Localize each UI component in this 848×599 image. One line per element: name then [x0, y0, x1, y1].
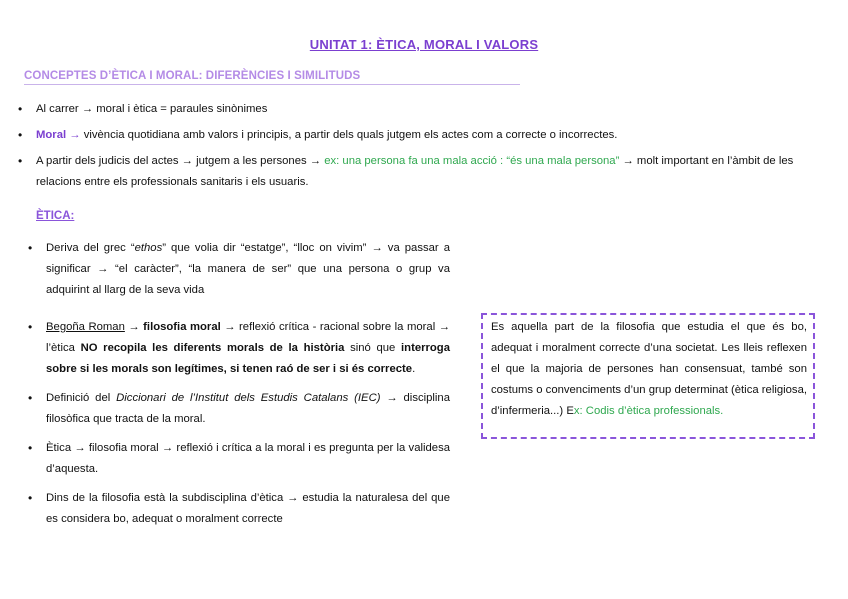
interroga-bold: interroga sobre si les morals son legítimes, si tenen raó de ser i si és correcte — [46, 342, 450, 375]
list-item — [28, 317, 450, 380]
list-item — [18, 151, 833, 193]
ethos-word: ethos — [134, 242, 163, 254]
arrow-text: → — [124, 321, 144, 333]
list-item — [28, 388, 450, 430]
etica-list — [28, 238, 450, 530]
definition-text: Es aquella part de la filosofia que estudia el que és bo, adequat i moralment correcte d’una societat. Les lleis reflexen el que la majoria de persones han consensuat, també son costums o convenciments d’un grup determinat (ètica religiosa, d’infermeria...) E — [491, 321, 807, 417]
etica-item-3-text: Definició del — [46, 392, 117, 404]
example-text: ex: una persona fa una mala acció : “és una mala persona” — [324, 155, 620, 167]
list-item — [28, 238, 450, 301]
etica-item-5-text: Dins de la filosofia està la subdisciplina d’ètica → estudia la naturalesa del que es considera bo, adequat o moralment correcte — [46, 492, 450, 525]
etica-item-1-text-b: ” que volia dir “estatge”, “lloc on vivim” → va passar a significar → “el caràcter”, “la manera de ser” que una persona o grup va adquirint al llarg de la seva vida — [46, 242, 450, 296]
no-recopila-bold: NO recopila les diferents morals de la història — [80, 342, 345, 354]
iec-title: Diccionari de l’Institut dels Estudis Catalans (IEC) — [116, 392, 381, 404]
intro-list — [18, 99, 833, 193]
list-item — [28, 438, 450, 480]
list-item — [18, 99, 833, 120]
moral-label: Moral → — [36, 129, 81, 141]
etica-item-4-text: Ètica → filosofia moral → reflexió i crítica a la moral i es pregunta per la validesa d’aquesta. — [46, 442, 450, 475]
judgement-text-b: → molt important en l’àmbit de les relacions entre els professionals sanitaris i els usuaris. — [36, 155, 794, 188]
definition-box — [481, 313, 815, 439]
etica-item-1-text: Deriva del grec “ — [46, 242, 135, 254]
author-name: Begoña Roman — [46, 321, 125, 333]
etica-item-2-text: → reflexió crítica - racional sobre la moral → l’ètica — [46, 321, 450, 354]
section-subtitle: CONCEPTES D’ÈTICA I MORAL: DIFERÈNCIES I SIMILITUDS — [24, 70, 520, 85]
intro-bullet-1: Al carrer → moral i ètica = paraules sinònimes — [36, 103, 268, 115]
etica-item-3-text-b: → disciplina filosòfica que tracta de la moral. — [46, 392, 450, 425]
moral-text: vivència quotidiana amb valors i principis, a partir dels quals jutgem els actes com a correcte o incorrectes. — [80, 129, 618, 141]
list-item — [18, 125, 833, 146]
definition-example: x: Codis d’ètica professionals. — [573, 405, 724, 417]
etica-item-2-text-c: sinó que — [344, 342, 402, 354]
etica-item-2-period: . — [412, 363, 416, 375]
etica-heading: ÈTICA: — [36, 210, 75, 222]
judgement-text-a: A partir dels judicis del actes → jutgem a les persones → — [36, 155, 325, 167]
filosofia-moral-bold: filosofia moral — [143, 321, 221, 333]
list-item — [28, 488, 450, 530]
page-title: UNITAT 1: ÈTICA, MORAL I VALORS — [309, 37, 539, 52]
